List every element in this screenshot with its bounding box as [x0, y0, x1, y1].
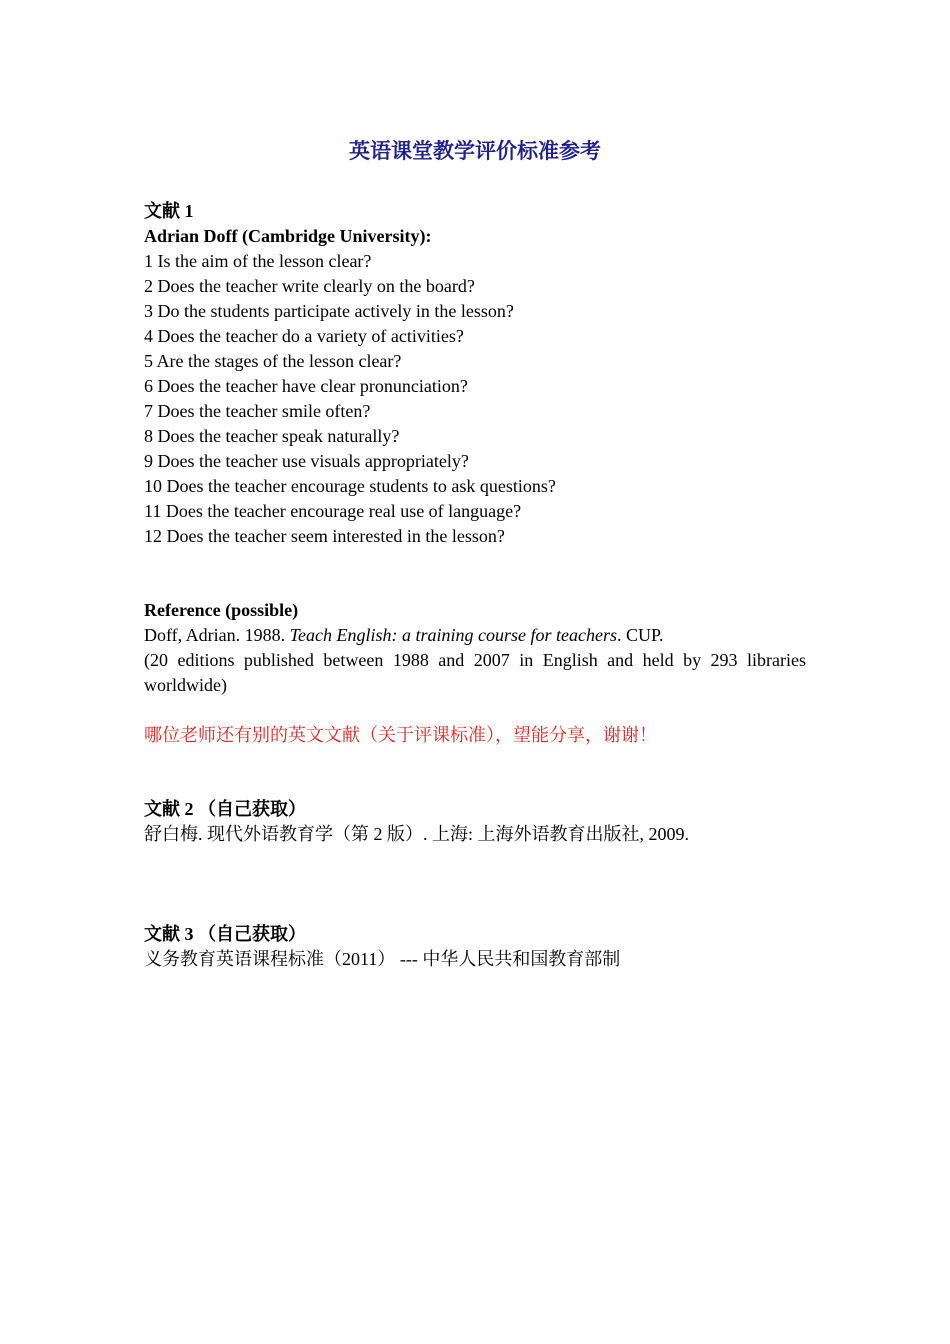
ref1-item: 11 Does the teacher encourage real use of language? [144, 501, 522, 521]
page-title: 英语课堂教学评价标准参考 [349, 139, 601, 163]
ref1-item: 3 Do the students participate actively in the lesson? [144, 301, 514, 321]
share-request-line: 哪位老师还有别的英文文献（关于评课标准），望能分享，谢谢！ [144, 725, 657, 745]
ref3-heading: 文献 3 （自己获取） [144, 924, 306, 944]
ref1-item: 1 Is the aim of the lesson clear? [144, 251, 372, 271]
ref2-section [144, 797, 806, 847]
ref1-item: 12 Does the teacher seem interested in the lesson? [144, 526, 505, 546]
ref2-citation: 舒白梅. 现代外语教育学（第 2 版）. 上海: 上海外语教育出版社, 2009. [144, 824, 689, 844]
ref1-item: 2 Does the teacher write clearly on the board? [144, 276, 475, 296]
ref1-item: 5 Are the stages of the lesson clear? [144, 351, 402, 371]
ref3-citation: 义务教育英语课程标准（2011） --- 中华人民共和国教育部制 [144, 949, 621, 969]
ref1-author-heading: Adrian Doff (Cambridge University): [144, 226, 432, 246]
ref1-item: 10 Does the teacher encourage students to ask questions? [144, 476, 556, 496]
reference-citation [144, 623, 806, 648]
reference-section [144, 598, 806, 698]
citation-title: Teach English: a training course for teachers [289, 625, 617, 645]
citation-prefix: Doff, Adrian. 1988. [144, 625, 290, 645]
ref1-item: 9 Does the teacher use visuals appropriately? [144, 451, 469, 471]
ref2-heading: 文献 2 （自己获取） [144, 799, 306, 819]
share-request-text [144, 723, 806, 748]
ref1-item: 7 Does the teacher smile often? [144, 401, 371, 421]
reference-note: (20 editions published between 1988 and 2007 in English and held by 293 libraries worldwide) [144, 650, 806, 695]
ref1-section [144, 199, 806, 549]
citation-suffix: . CUP. [616, 625, 664, 645]
ref1-item: 6 Does the teacher have clear pronunciation? [144, 376, 468, 396]
ref3-section [144, 922, 806, 972]
ref1-item: 8 Does the teacher speak naturally? [144, 426, 400, 446]
ref1-heading: 文献 1 [144, 201, 194, 221]
reference-heading: Reference (possible) [144, 600, 299, 620]
ref1-item: 4 Does the teacher do a variety of activities? [144, 326, 464, 346]
